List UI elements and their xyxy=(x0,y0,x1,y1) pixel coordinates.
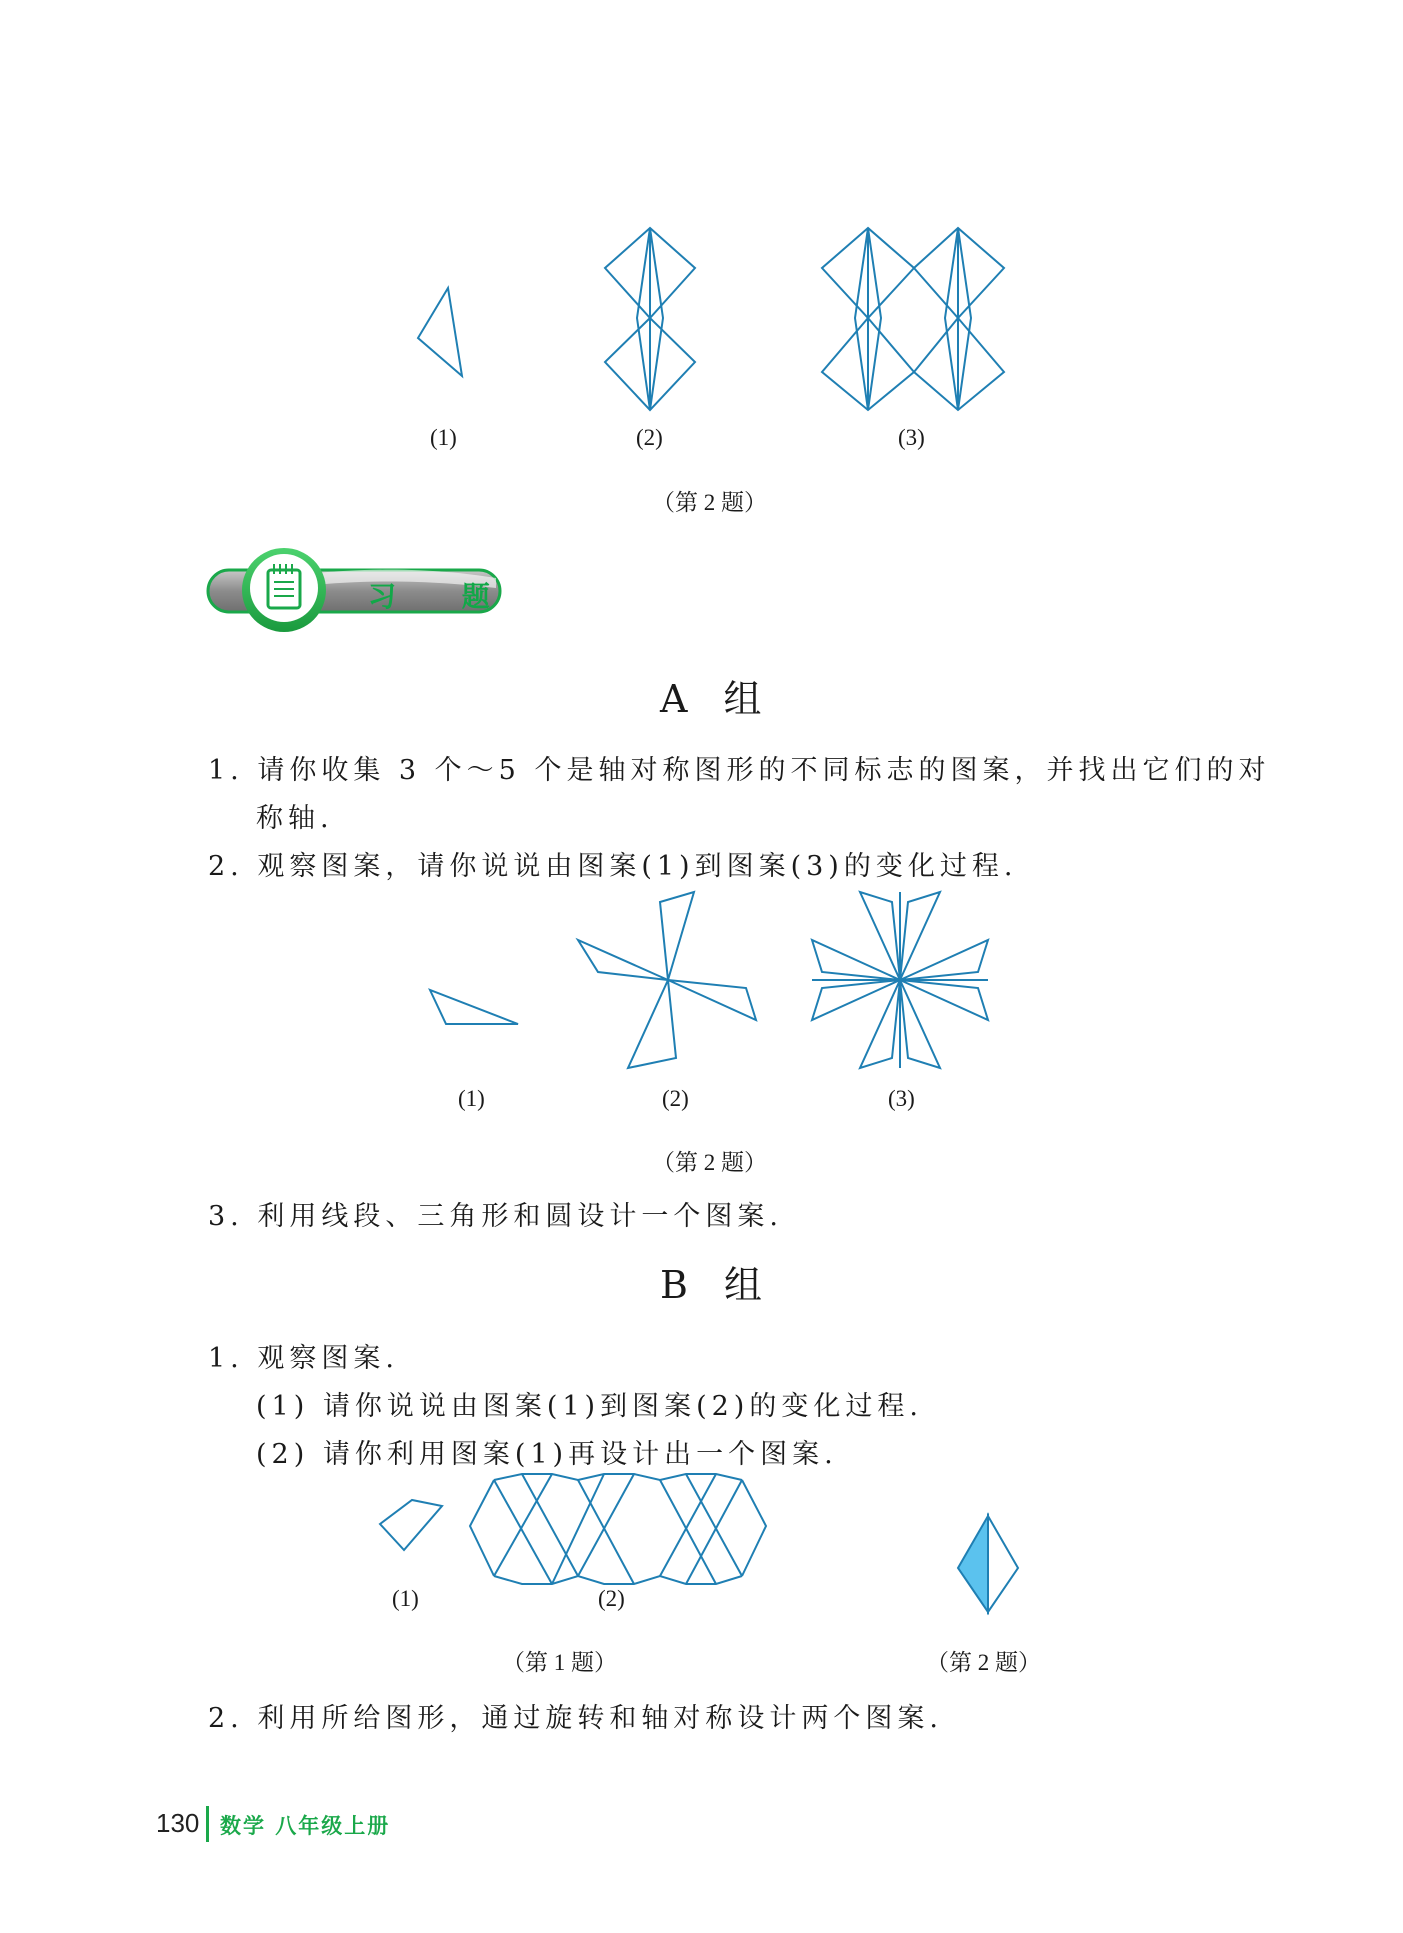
page-number: 130 xyxy=(156,1808,200,1838)
top-figure-3 xyxy=(822,228,1004,410)
top-figures xyxy=(0,0,1403,520)
group-b-question-1: 1. 观察图案. xyxy=(208,1343,399,1374)
exercise-banner xyxy=(206,548,518,638)
notepad-icon xyxy=(268,564,300,608)
group-a-figure-label-1: (1) xyxy=(458,1086,485,1111)
group-a-title: A 组 xyxy=(660,677,774,721)
group-b-figures xyxy=(0,1460,1403,1640)
group-a-figure-label-3: (3) xyxy=(888,1086,915,1111)
footer-book-title: 数学 八年级上册 xyxy=(220,1814,391,1838)
group-a-figure-2 xyxy=(578,892,756,1068)
top-figure-caption: （第 2 题） xyxy=(652,490,767,515)
group-b-caption-q2: （第 2 题） xyxy=(926,1650,1041,1675)
group-a-figure-label-2: (2) xyxy=(662,1086,689,1111)
group-b-figure-label-2: (2) xyxy=(598,1586,625,1611)
group-a-question-3: 3. 利用线段、三角形和圆设计一个图案. xyxy=(208,1201,783,1232)
group-a-question-1: 1. 请你收集 3 个～5 个是轴对称图形的不同标志的图案，并找出它们的对 xyxy=(208,755,1271,786)
group-a-question-2: 2. 观察图案，请你说说由图案(1)到图案(3)的变化过程. xyxy=(208,851,1018,882)
group-a-figures xyxy=(0,880,1403,1080)
group-a-figure-1 xyxy=(430,990,518,1024)
group-a-figure-3 xyxy=(812,892,988,1068)
group-b-caption-q1: （第 1 题） xyxy=(502,1650,617,1675)
group-b-kite-figure xyxy=(958,1516,1018,1612)
group-a-question-1-cont: 称轴. xyxy=(256,803,334,834)
top-figure-label-2: (2) xyxy=(636,425,663,450)
group-b-question-1-sub-1: (1) 请你说说由图案(1)到图案(2)的变化过程. xyxy=(256,1391,923,1422)
group-b-figure-1 xyxy=(380,1500,442,1550)
group-b-title: B 组 xyxy=(660,1263,775,1307)
group-b-question-2: 2. 利用所给图形，通过旋转和轴对称设计两个图案. xyxy=(208,1703,943,1734)
top-figure-label-3: (3) xyxy=(898,425,925,450)
group-a-figure-caption: （第 2 题） xyxy=(652,1150,767,1175)
top-figure-1 xyxy=(418,288,462,376)
group-b-figure-label-1: (1) xyxy=(392,1586,419,1611)
top-figure-label-1: (1) xyxy=(430,425,457,450)
group-b-question-1-sub-2: (2) 请你利用图案(1)再设计出一个图案. xyxy=(256,1439,838,1470)
exercise-banner-label: 习 题 xyxy=(368,580,518,613)
top-figure-2 xyxy=(605,228,695,410)
footer-divider xyxy=(206,1806,209,1842)
group-b-figure-2 xyxy=(470,1474,766,1584)
